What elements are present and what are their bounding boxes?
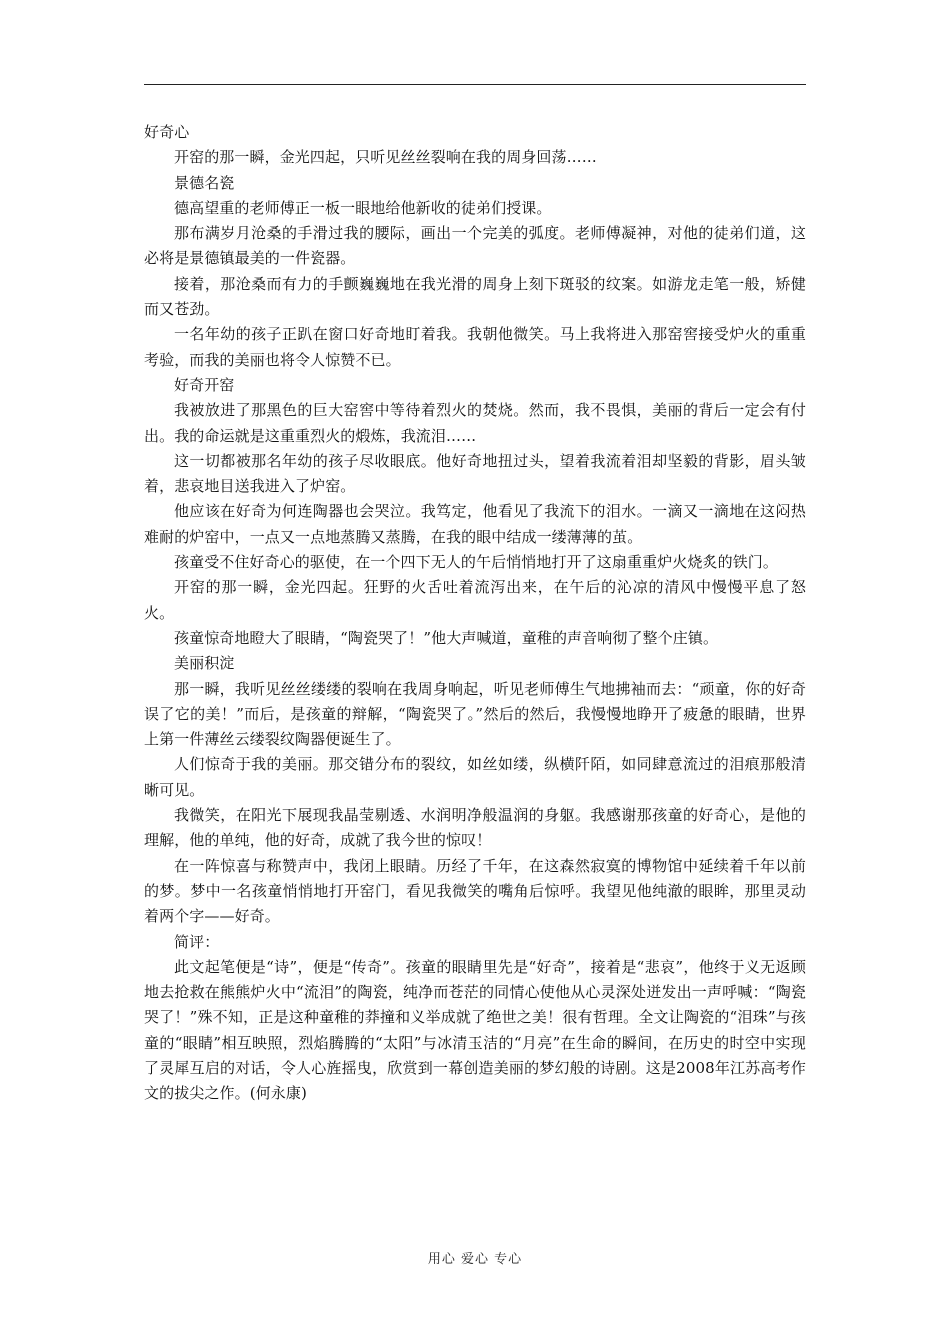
paragraph: 一名年幼的孩子正趴在窗口好奇地盯着我。我朝他微笑。马上我将进入那窑窖接受炉火的重重考验，而我的美丽也将令人惊赞不已。: [144, 325, 806, 369]
commentary-paragraph: 此文起笔便是“诗”，便是“传奇”。孩童的眼睛里先是“好奇”，接着是“悲哀”，他终于义无返顾地去抢救在熊熊炉火中“流泪”的陶瓷，纯净而苍茫的同情心使他从心灵深处迸发出一声呼喊：“陶瓷哭了！”殊不知，正是这种童稚的莽撞和义举成就了绝世之美！很有哲理。全文让陶瓷的“泪珠”与孩童的“眼睛”相互映照，烈焰腾腾的“太阳”与冰清玉洁的“月亮”在生命的瞬间，在历史的时空中实现了灵犀互启的对话，令人心旌摇曳，欣赏到一幕创造美丽的梦幻般的诗剧。这是2008年江苏高考作文的拔尖之作。(何永康): [144, 957, 806, 1103]
paragraph: 孩童受不住好奇心的驱使，在一个四下无人的午后悄悄地打开了这扇重重炉火烧炙的铁门。: [174, 553, 779, 572]
document-title: 好奇心: [144, 123, 190, 141]
paragraph: 那一瞬，我听见丝丝缕缕的裂响在我周身响起，听见老师傅生气地拂袖而去：“顽童，你的好奇误了它的美！”而后，是孩童的辩解，“陶瓷哭了。”然后的然后，我慢慢地睁开了疲惫的眼睛，世界上第一件薄丝云缕裂纹陶器便诞生了。: [144, 679, 806, 749]
commentary-heading: 简评：: [174, 932, 220, 951]
section-heading: 美丽积淀: [174, 654, 235, 673]
paragraph: 那布满岁月沧桑的手滑过我的腰际，画出一个完美的弧度。老师傅凝神，对他的徒弟们道，这必将是景德镇最美的一件瓷器。: [144, 224, 806, 268]
paragraph: 这一切都被那名年幼的孩子尽收眼底。他好奇地扭过头，望着我流着泪却坚毅的背影，眉头皱着，悲哀地目送我进入了炉窑。: [144, 451, 806, 496]
paragraph: 我被放进了那黑色的巨大窑窖中等待着烈火的焚烧。然而，我不畏惧，美丽的背后一定会有付出。我的命运就是这重重烈火的煅炼，我流泪……: [144, 401, 806, 445]
page-footer: 用心 爱心 专心: [427, 1252, 523, 1267]
paragraph: 他应该在好奇为何连陶器也会哭泣。我笃定，他看见了我流下的泪水。一滴又一滴地在这闷热难耐的炉窑中，一点又一点地蒸腾又蒸腾，在我的眼中结成一缕薄薄的茧。: [144, 502, 806, 546]
paragraph: 开窑的那一瞬，金光四起。狂野的火舌吐着流泻出来，在午后的沁凉的清风中慢慢平息了怒火。: [144, 578, 806, 622]
document-body: [144, 120, 806, 1107]
section-heading: 景德名瓷: [174, 173, 235, 192]
paragraph: 在一阵惊喜与称赞声中，我闭上眼睛。历经了千年，在这森然寂寞的博物馆中延续着千年以前的梦。梦中一名孩童悄悄地打开窑门，看见我微笑的嘴角后惊呼。我望见他纯澈的眼眸，那里灵动着两个字——好奇。: [144, 856, 806, 926]
paragraph: 接着，那沧桑而有力的手颤巍巍地在我光滑的周身上刻下斑驳的纹案。如游龙走笔一般，矫健而又苍劲。: [144, 274, 806, 319]
paragraph: 开窑的那一瞬，金光四起，只听见丝丝裂响在我的周身回荡……: [174, 148, 597, 167]
paragraph: 人们惊奇于我的美丽。那交错分布的裂纹，如丝如缕，纵横阡陌，如同肆意流过的泪痕那般清晰可见。: [144, 755, 806, 799]
paragraph: 我微笑，在阳光下展现我晶莹剔透、水润明净般温润的身躯。我感谢那孩童的好奇心，是他的理解，他的单纯，他的好奇，成就了我今世的惊叹！: [144, 806, 806, 850]
paragraph: 德高望重的老师傅正一板一眼地给他新收的徒弟们授课。: [174, 198, 552, 217]
section-heading: 好奇开窑: [174, 375, 235, 394]
paragraph: 孩童惊奇地瞪大了眼睛，“陶瓷哭了！”他大声喊道，童稚的声音响彻了整个庄镇。: [174, 628, 719, 647]
header-rule: [144, 84, 806, 85]
